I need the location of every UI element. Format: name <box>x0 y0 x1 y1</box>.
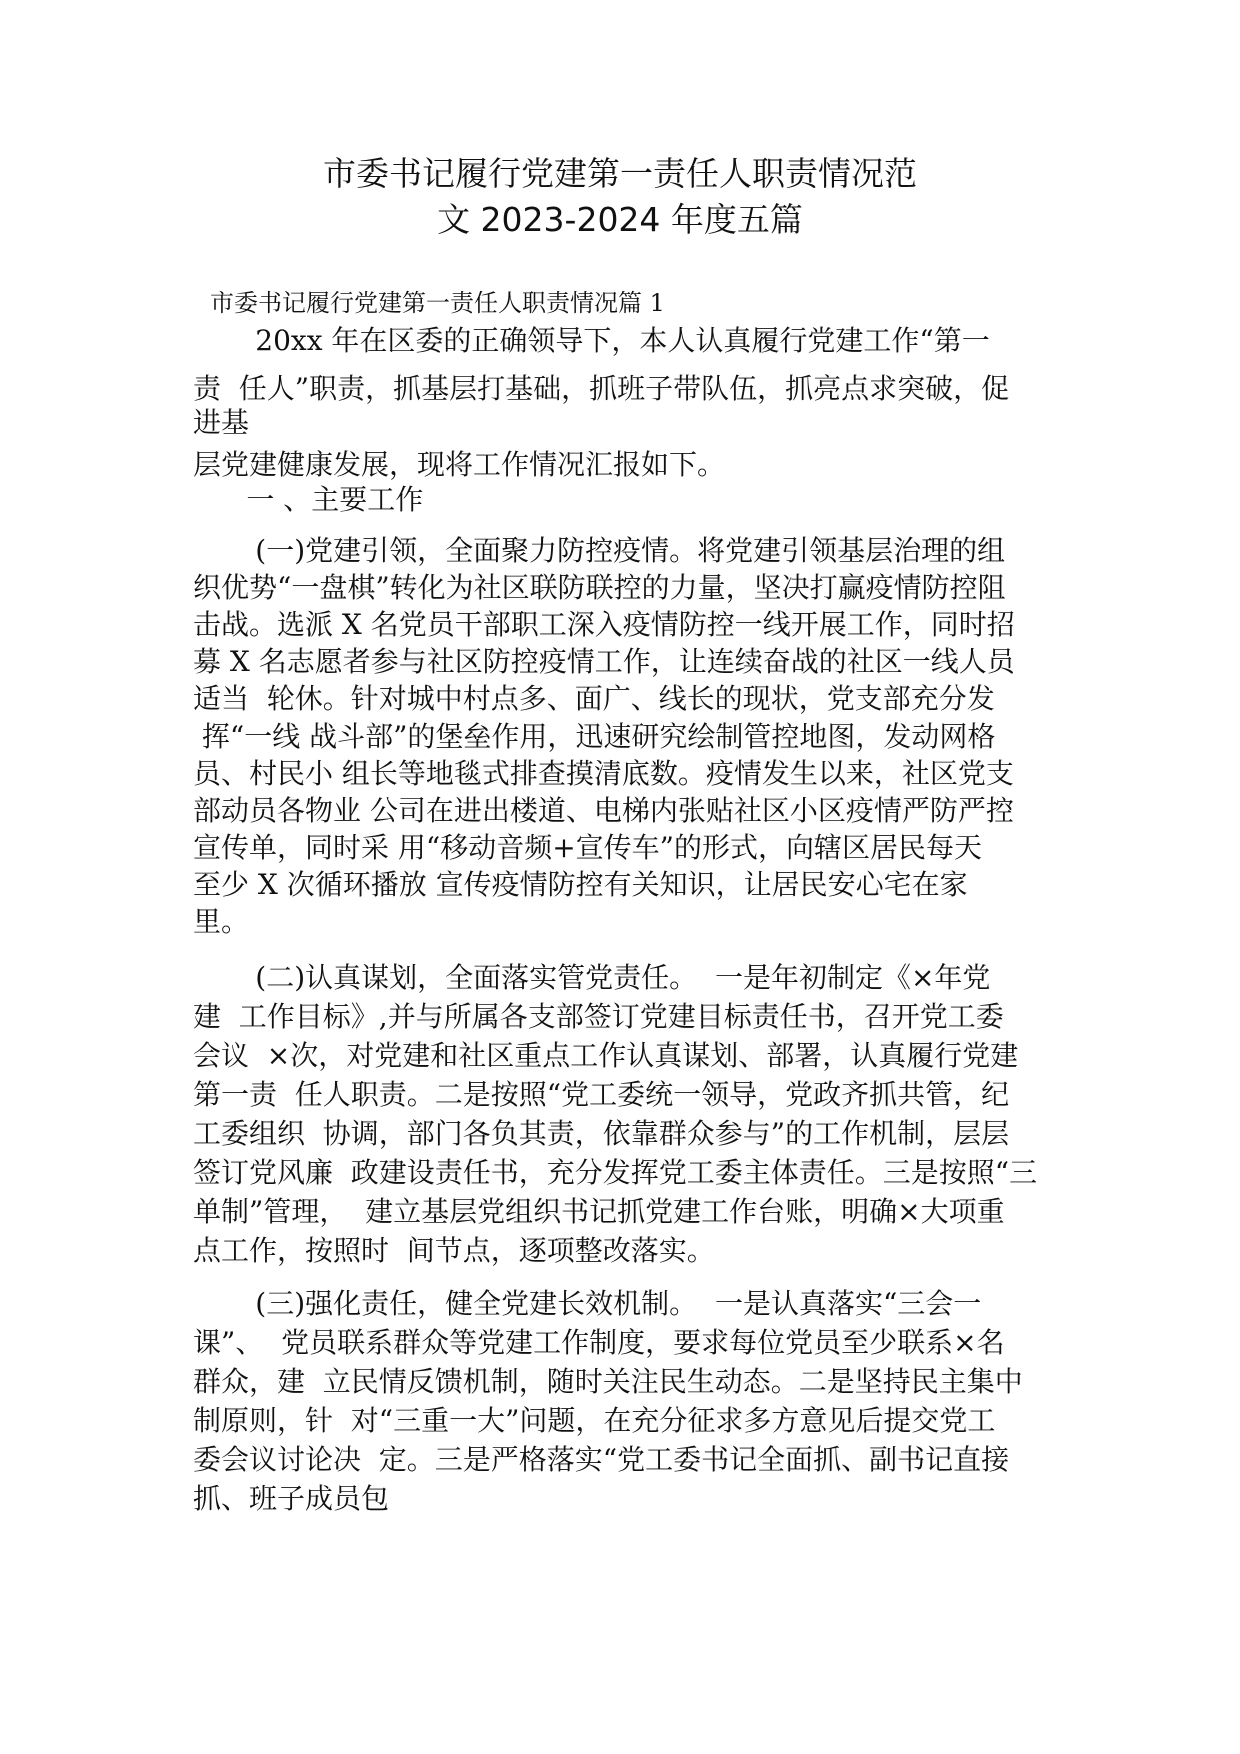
body-line: 挥“一线 战斗部”的堡垒作用，迅速研究绘制管控地图，发动网格 <box>193 720 996 753</box>
body-line: 适当 轮休。针对城中村点多、面广、线长的现状，党支部充分发 <box>193 682 995 715</box>
body-line: 签订党风廉 政建设责任书，充分发挥党工委主体责任。三是按照“三 <box>193 1156 1038 1189</box>
document-title-line-1: 市委书记履行党建第一责任人职责情况范 <box>323 154 917 193</box>
body-line: (一)党建引领，全面聚力防控疫情。将党建引领基层治理的组 <box>193 534 1006 567</box>
body-line: 责 任人”职责，抓基层打基础，抓班子带队伍，抓亮点求突破，促 <box>193 372 1010 405</box>
section-heading-main-work: 一 、主要工作 <box>193 483 424 516</box>
body-line: 抓、班子成员包 <box>193 1482 390 1515</box>
body-line: (二)认真谋划，全面落实管党责任。 一是年初制定《×年党 <box>193 961 991 994</box>
body-line: 点工作，按照时 间节点，逐项整改落实。 <box>193 1234 715 1267</box>
body-line: 进基 <box>193 406 250 439</box>
body-line: 20xx 年在区委的正确领导下，本人认真履行党建工作“第一 <box>193 324 990 357</box>
body-line: 委会议讨论决 定。三是严格落实“党工委书记全面抓、副书记直接 <box>193 1443 1010 1476</box>
body-line: 课”、 党员联系群众等党建工作制度，要求每位党员至少联系×名 <box>193 1326 1005 1359</box>
body-line: 第一责 任人职责。二是按照“党工委统一领导，党政齐抓共管，纪 <box>193 1078 1010 1111</box>
body-line: 至少 X 次循环播放 宣传疫情防控有关知识，让居民安心宅在家 <box>193 868 968 901</box>
body-line: 工委组织 协调，部门各负其责，依靠群众参与”的工作机制，层层 <box>193 1117 1010 1150</box>
body-line: 募 X 名志愿者参与社区防控疫情工作，让连续奋战的社区一线人员 <box>193 645 1015 678</box>
body-line: 击战。选派 X 名党员干部职工深入疫情防控一线开展工作，同时招 <box>193 608 1015 641</box>
body-line: 部动员各物业 公司在进出楼道、电梯内张贴社区小区疫情严防严控 <box>193 794 1014 827</box>
body-line: 单制”管理， 建立基层党组织书记抓党建工作台账，明确×大项重 <box>193 1195 1005 1228</box>
body-line: 群众，建 立民情反馈机制，随时关注民生动态。二是坚持民主集中 <box>193 1365 1023 1398</box>
body-line: 里。 <box>193 905 250 938</box>
body-line: 会议 ×次，对党建和社区重点工作认真谋划、部署，认真履行党建 <box>193 1039 1019 1072</box>
body-line: 员、村民小 组长等地毯式排查摸清底数。疫情发生以来，社区党支 <box>193 757 1014 790</box>
section-heading: 市委书记履行党建第一责任人职责情况篇 1 <box>210 289 665 317</box>
body-line: 建 工作目标》,并与所属各支部签订党建目标责任书，召开党工委 <box>193 1000 1004 1033</box>
body-line: 宣传单，同时采 用“移动音频+宣传车”的形式，向辖区居民每天 <box>193 831 982 864</box>
body-line: 织优势“一盘棋”转化为社区联防联控的力量，坚决打赢疫情防控阻 <box>193 571 1006 604</box>
body-line: 层党建健康发展，现将工作情况汇报如下。 <box>193 448 726 481</box>
body-line: 制原则，针 对“三重一大”问题，在充分征求多方意见后提交党工 <box>193 1404 996 1437</box>
body-line: (三)强化责任，健全党建长效机制。 一是认真落实“三会一 <box>193 1287 982 1320</box>
document-title-line-2: 文 2023-2024 年度五篇 <box>437 200 803 239</box>
